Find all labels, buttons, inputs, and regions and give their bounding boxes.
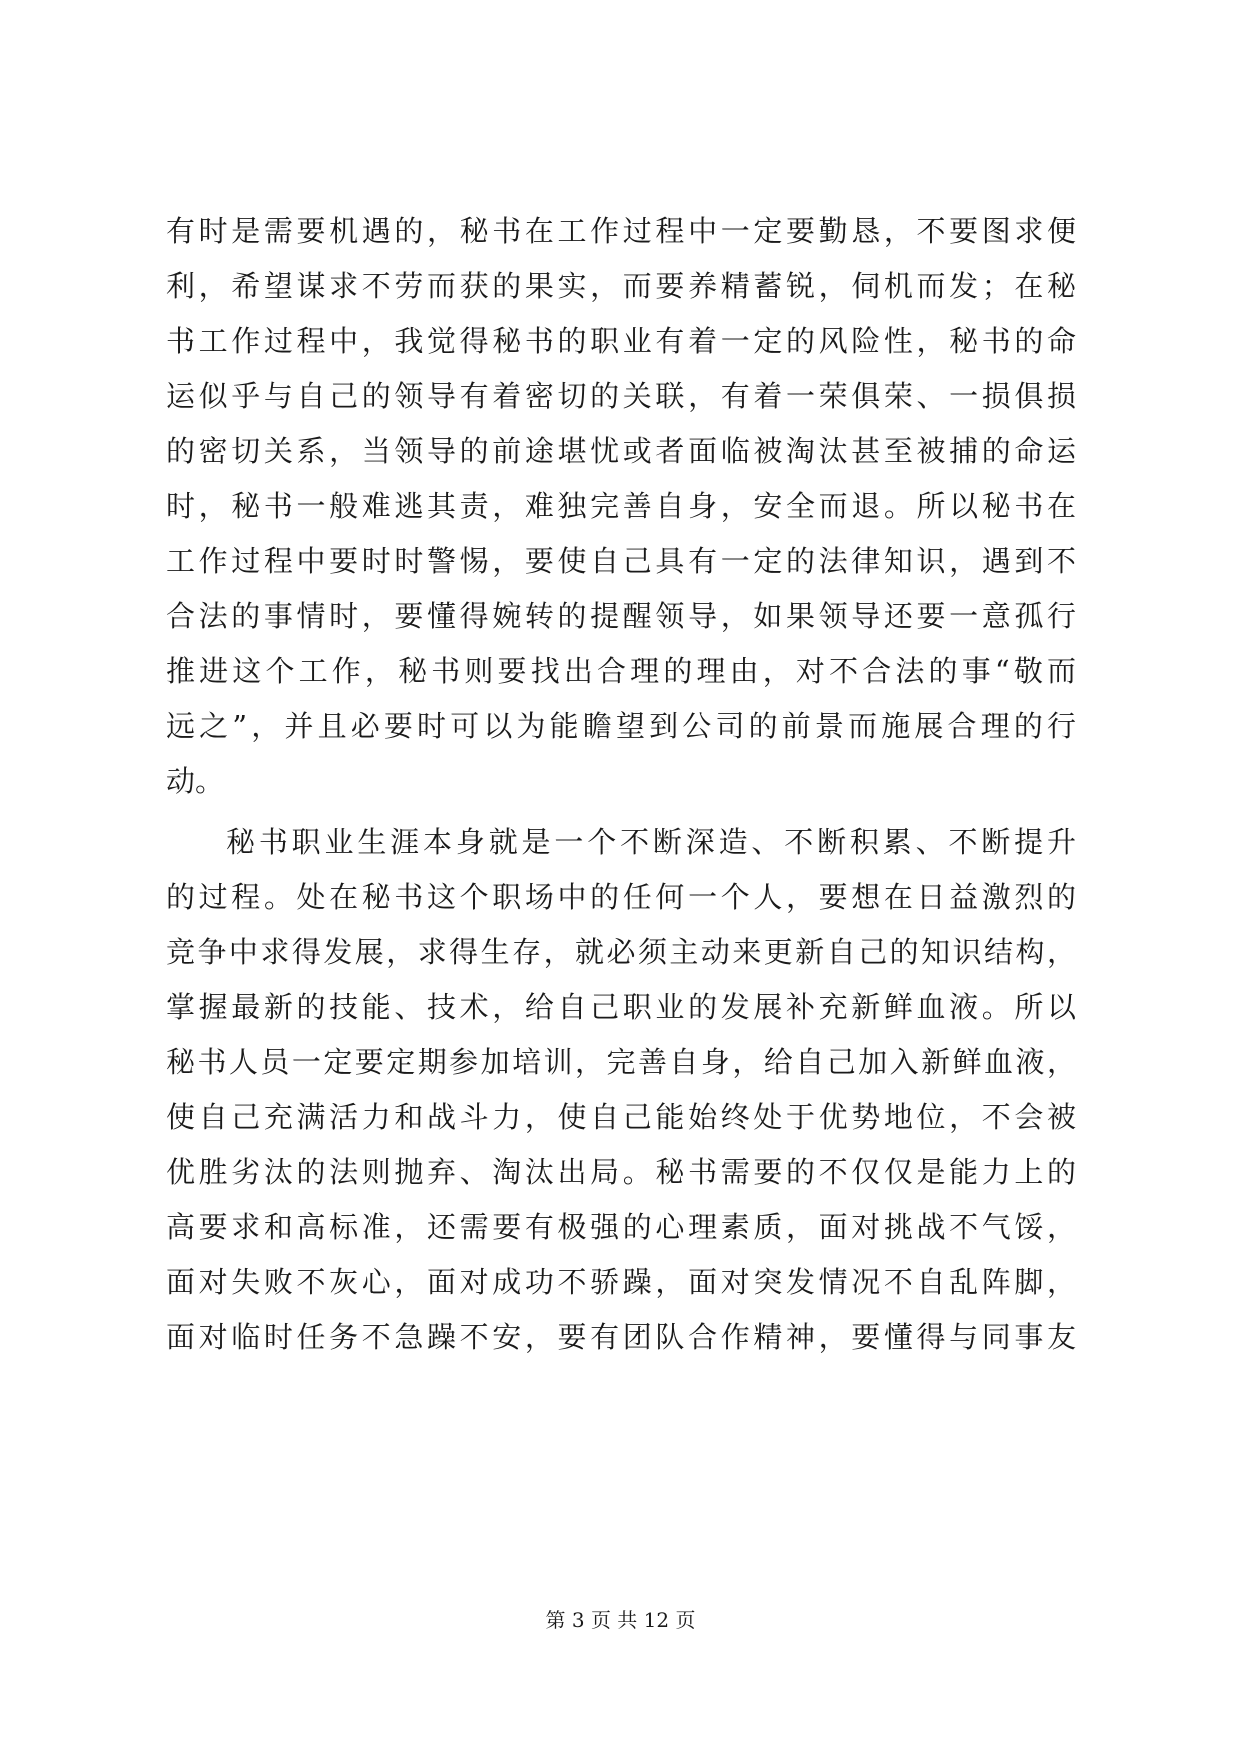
body-text-line: 动。	[166, 764, 225, 798]
body-text-line: 秘书人员一定要定期参加培训，完善自身，给自己加入新鲜血液，	[166, 1045, 1076, 1079]
body-text-line: 合法的事情时，要懂得婉转的提醒领导，如果领导还要一意孤行	[166, 599, 1076, 633]
body-text-line: 面对临时任务不急躁不安，要有团队合作精神，要懂得与同事友	[166, 1320, 1076, 1354]
body-text-line: 运似乎与自己的领导有着密切的关联，有着一荣俱荣、一损俱损	[166, 379, 1076, 413]
body-text-line: 使自己充满活力和战斗力，使自己能始终处于优势地位，不会被	[166, 1100, 1076, 1134]
body-text-line: 推进这个工作，秘书则要找出合理的理由，对不合法的事“敬而	[166, 654, 1076, 688]
body-text-line: 的密切关系，当领导的前途堪忧或者面临被淘汰甚至被捕的命运	[166, 434, 1076, 468]
body-text-line: 利，希望谋求不劳而获的果实，而要养精蓄锐，伺机而发；在秘	[166, 269, 1076, 303]
page-number-footer: 第 3 页 共 12 页	[545, 1608, 696, 1632]
body-text-line: 远之”，并且必要时可以为能瞻望到公司的前景而施展合理的行	[166, 709, 1076, 743]
body-text-line: 的过程。处在秘书这个职场中的任何一个人，要想在日益激烈的	[166, 880, 1076, 914]
body-text-line: 竞争中求得发展，求得生存，就必须主动来更新自己的知识结构，	[166, 935, 1076, 969]
body-text-line: 优胜劣汰的法则抛弃、淘汰出局。秘书需要的不仅仅是能力上的	[166, 1155, 1076, 1189]
body-text-line: 工作过程中要时时警惕，要使自己具有一定的法律知识，遇到不	[166, 544, 1076, 578]
body-text-line: 时，秘书一般难逃其责，难独完善自身，安全而退。所以秘书在	[166, 489, 1076, 523]
body-text-line: 高要求和高标准，还需要有极强的心理素质，面对挑战不气馁，	[166, 1210, 1076, 1244]
body-text-line: 有时是需要机遇的，秘书在工作过程中一定要勤恳，不要图求便	[166, 214, 1076, 248]
paragraph-first-line: 秘书职业生涯本身就是一个不断深造、不断积累、不断提升	[226, 825, 1076, 859]
body-text-line: 书工作过程中，我觉得秘书的职业有着一定的风险性，秘书的命	[166, 324, 1076, 358]
body-text-line: 掌握最新的技能、技术，给自己职业的发展补充新鲜血液。所以	[166, 990, 1076, 1024]
body-text-line: 面对失败不灰心，面对成功不骄躁，面对突发情况不自乱阵脚，	[166, 1265, 1076, 1299]
